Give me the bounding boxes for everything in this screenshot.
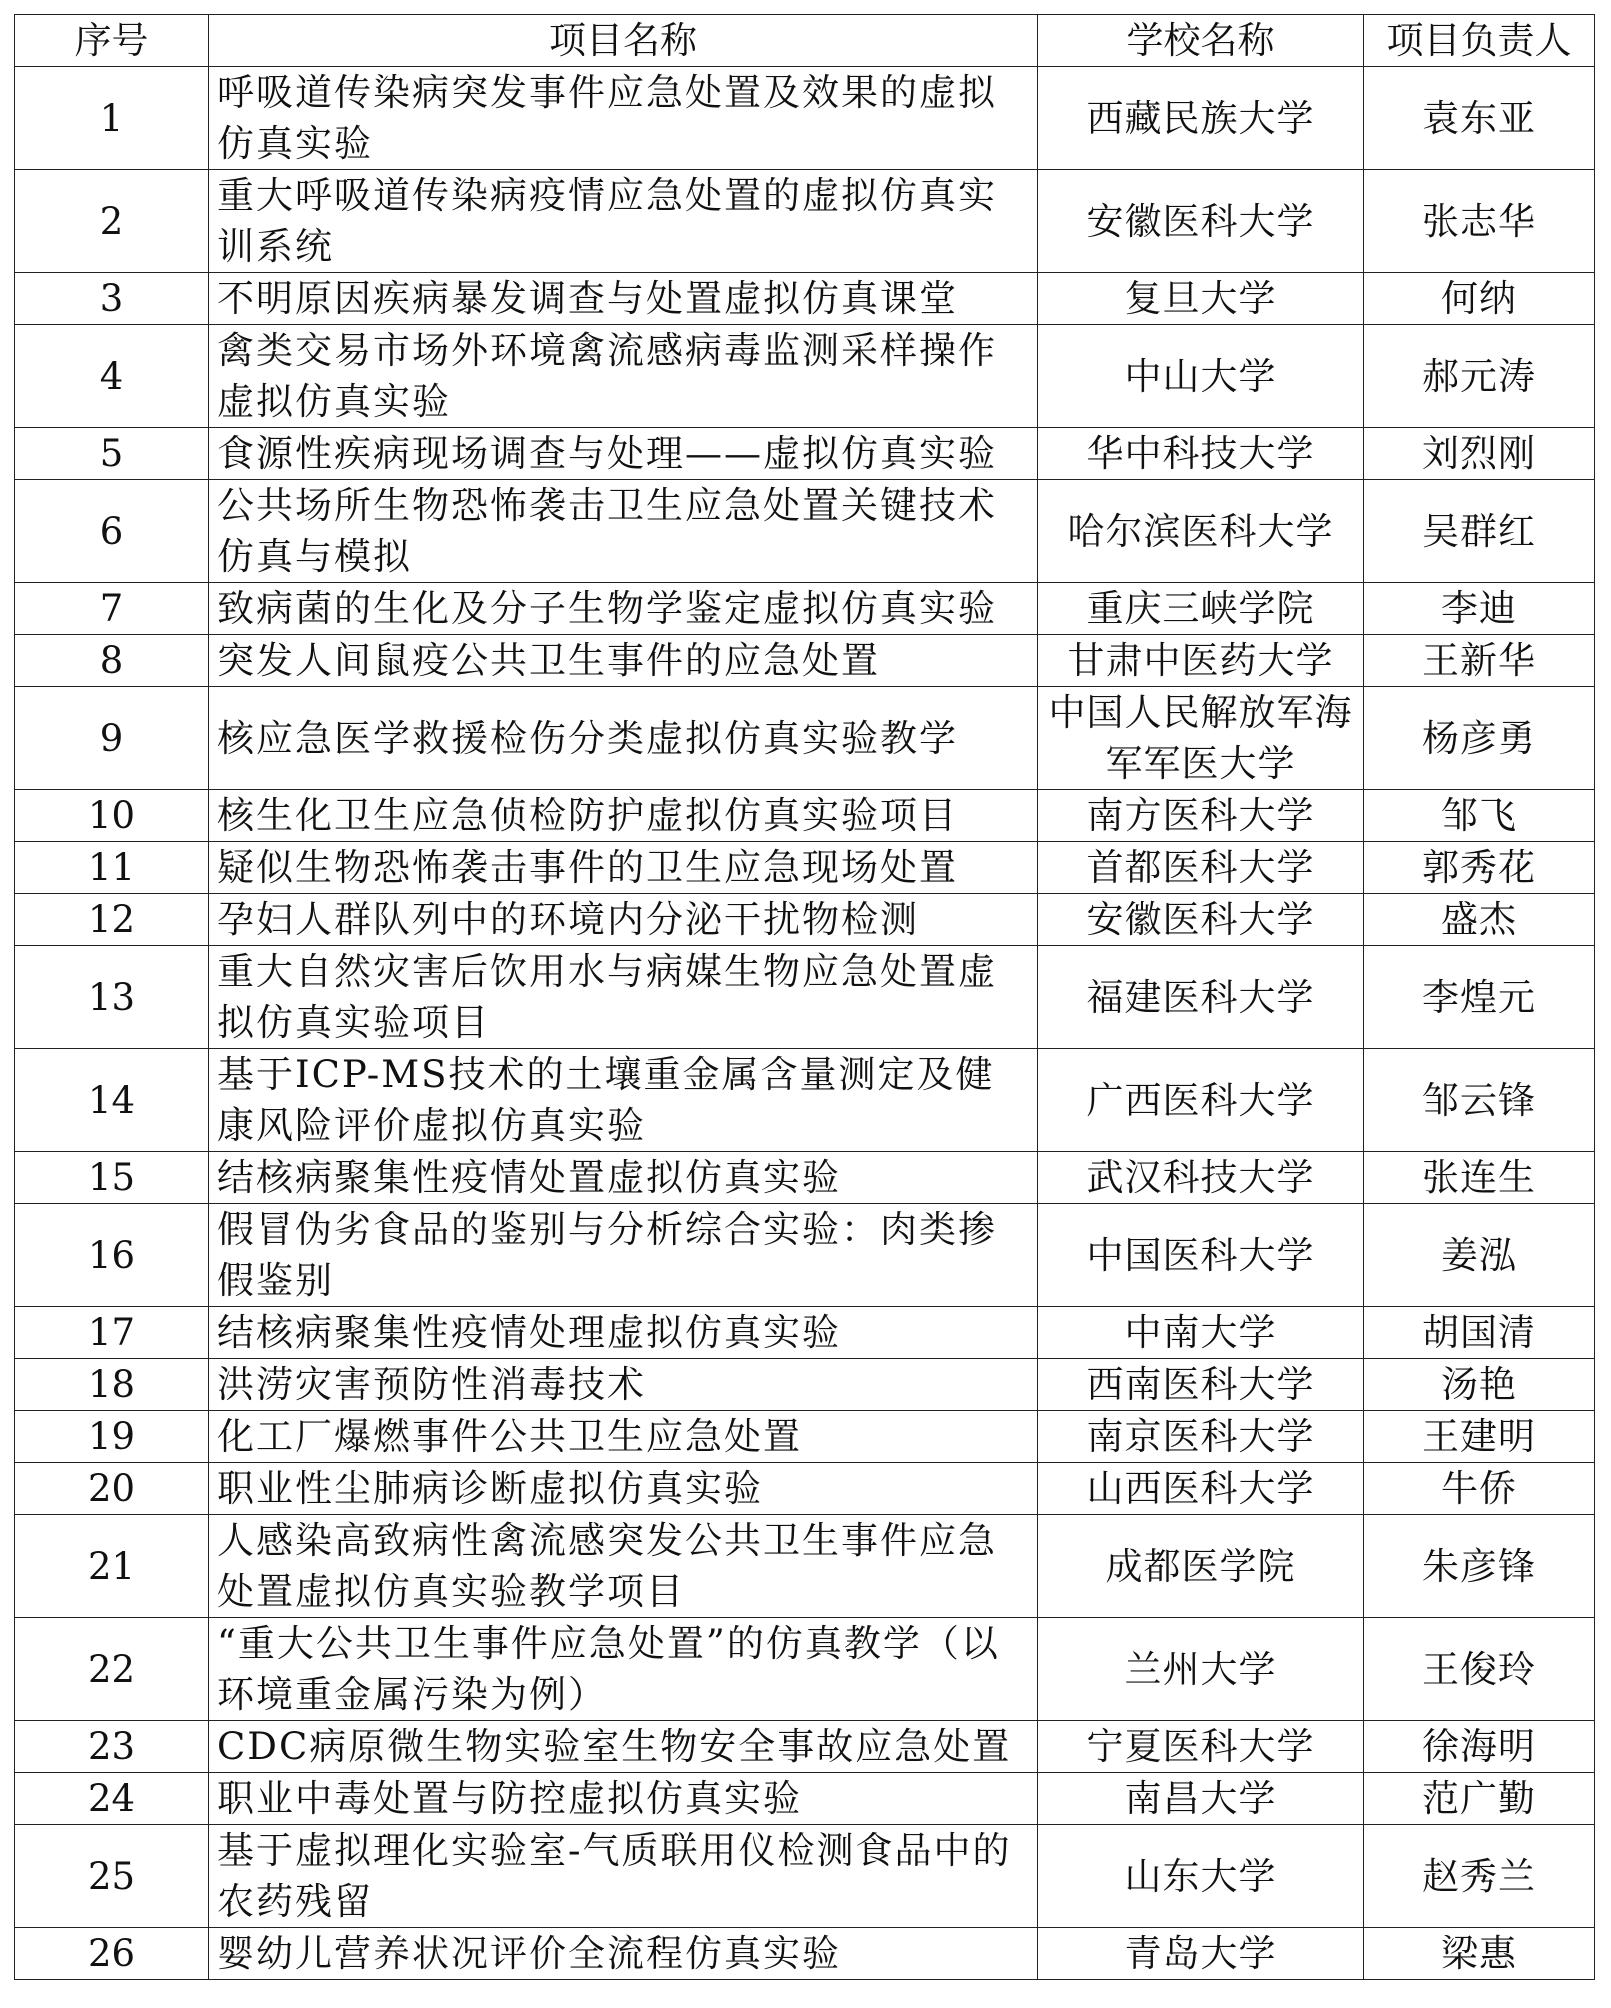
row-no: 15 <box>15 1152 209 1204</box>
row-project-name: 呼吸道传染病突发事件应急处置及效果的虚拟仿真实验 <box>209 67 1038 170</box>
row-leader: 王新华 <box>1364 635 1595 687</box>
row-leader: 何纳 <box>1364 273 1595 325</box>
row-leader: 范广勤 <box>1364 1773 1595 1825</box>
row-school: 重庆三峡学院 <box>1038 583 1364 635</box>
row-project-name: CDC病原微生物实验室生物安全事故应急处置 <box>209 1721 1038 1773</box>
row-school: 首都医科大学 <box>1038 842 1364 894</box>
row-school: 福建医科大学 <box>1038 946 1364 1049</box>
row-no: 7 <box>15 583 209 635</box>
header-leader: 项目负责人 <box>1364 15 1595 67</box>
row-no: 12 <box>15 894 209 946</box>
row-no: 26 <box>15 1928 209 1980</box>
row-no: 25 <box>15 1825 209 1928</box>
row-school: 南昌大学 <box>1038 1773 1364 1825</box>
table-row <box>15 1411 1595 1463</box>
row-no: 21 <box>15 1515 209 1618</box>
row-school: 山西医科大学 <box>1038 1463 1364 1515</box>
table-row <box>15 1618 1595 1721</box>
table-row <box>15 842 1595 894</box>
row-no: 5 <box>15 428 209 480</box>
row-school: 兰州大学 <box>1038 1618 1364 1721</box>
row-leader: 汤艳 <box>1364 1359 1595 1411</box>
row-project-name: 核应急医学救援检伤分类虚拟仿真实验教学 <box>209 687 1038 790</box>
row-leader: 邹云锋 <box>1364 1049 1595 1152</box>
row-project-name: 禽类交易市场外环境禽流感病毒监测采样操作虚拟仿真实验 <box>209 325 1038 428</box>
table-row <box>15 1515 1595 1618</box>
row-project-name: 疑似生物恐怖袭击事件的卫生应急现场处置 <box>209 842 1038 894</box>
row-project-name: 重大呼吸道传染病疫情应急处置的虚拟仿真实训系统 <box>209 170 1038 273</box>
row-project-name: 职业中毒处置与防控虚拟仿真实验 <box>209 1773 1038 1825</box>
row-project-name: 婴幼儿营养状况评价全流程仿真实验 <box>209 1928 1038 1980</box>
row-project-name: 结核病聚集性疫情处理虚拟仿真实验 <box>209 1307 1038 1359</box>
row-leader: 王建明 <box>1364 1411 1595 1463</box>
row-no: 18 <box>15 1359 209 1411</box>
table-row <box>15 946 1595 1049</box>
row-project-name: 基于虚拟理化实验室-气质联用仪检测食品中的农药残留 <box>209 1825 1038 1928</box>
table-row <box>15 170 1595 273</box>
table-row <box>15 1204 1595 1307</box>
row-no: 8 <box>15 635 209 687</box>
row-school: 武汉科技大学 <box>1038 1152 1364 1204</box>
row-school: 华中科技大学 <box>1038 428 1364 480</box>
row-leader: 杨彦勇 <box>1364 687 1595 790</box>
table-row <box>15 428 1595 480</box>
row-school: 中国医科大学 <box>1038 1204 1364 1307</box>
table-row <box>15 687 1595 790</box>
row-school: 复旦大学 <box>1038 273 1364 325</box>
row-leader: 张志华 <box>1364 170 1595 273</box>
row-project-name: 职业性尘肺病诊断虚拟仿真实验 <box>209 1463 1038 1515</box>
table-row <box>15 583 1595 635</box>
table-row <box>15 1928 1595 1980</box>
row-school: 西藏民族大学 <box>1038 67 1364 170</box>
row-project-name: 公共场所生物恐怖袭击卫生应急处置关键技术仿真与模拟 <box>209 480 1038 583</box>
table-row <box>15 67 1595 170</box>
row-project-name: 重大自然灾害后饮用水与病媒生物应急处置虚拟仿真实验项目 <box>209 946 1038 1049</box>
table-row <box>15 1825 1595 1928</box>
row-project-name: “重大公共卫生事件应急处置”的仿真教学（以环境重金属污染为例） <box>209 1618 1038 1721</box>
row-leader: 刘烈刚 <box>1364 428 1595 480</box>
row-no: 24 <box>15 1773 209 1825</box>
row-school: 南方医科大学 <box>1038 790 1364 842</box>
row-project-name: 不明原因疾病暴发调查与处置虚拟仿真课堂 <box>209 273 1038 325</box>
row-no: 3 <box>15 273 209 325</box>
row-project-name: 人感染高致病性禽流感突发公共卫生事件应急处置虚拟仿真实验教学项目 <box>209 1515 1038 1618</box>
row-no: 13 <box>15 946 209 1049</box>
table-row <box>15 1152 1595 1204</box>
row-leader: 王俊玲 <box>1364 1618 1595 1721</box>
row-leader: 牛侨 <box>1364 1463 1595 1515</box>
table-row <box>15 1307 1595 1359</box>
row-project-name: 孕妇人群队列中的环境内分泌干扰物检测 <box>209 894 1038 946</box>
row-leader: 朱彦锋 <box>1364 1515 1595 1618</box>
row-leader: 吴群红 <box>1364 480 1595 583</box>
row-leader: 郝元涛 <box>1364 325 1595 428</box>
header-school: 学校名称 <box>1038 15 1364 67</box>
row-leader: 梁惠 <box>1364 1928 1595 1980</box>
row-school: 成都医学院 <box>1038 1515 1364 1618</box>
table-row <box>15 1049 1595 1152</box>
row-leader: 张连生 <box>1364 1152 1595 1204</box>
header-name: 项目名称 <box>209 15 1038 67</box>
table-row <box>15 1773 1595 1825</box>
header-no: 序号 <box>15 15 209 67</box>
row-leader: 郭秀花 <box>1364 842 1595 894</box>
table-row <box>15 273 1595 325</box>
header-row <box>15 15 1595 67</box>
row-school: 广西医科大学 <box>1038 1049 1364 1152</box>
row-school: 山东大学 <box>1038 1825 1364 1928</box>
row-no: 4 <box>15 325 209 428</box>
row-no: 19 <box>15 1411 209 1463</box>
row-project-name: 突发人间鼠疫公共卫生事件的应急处置 <box>209 635 1038 687</box>
project-table <box>14 14 1595 1980</box>
row-leader: 赵秀兰 <box>1364 1825 1595 1928</box>
row-leader: 徐海明 <box>1364 1721 1595 1773</box>
row-no: 23 <box>15 1721 209 1773</box>
row-leader: 胡国清 <box>1364 1307 1595 1359</box>
row-leader: 邹飞 <box>1364 790 1595 842</box>
row-project-name: 假冒伪劣食品的鉴别与分析综合实验：肉类掺假鉴别 <box>209 1204 1038 1307</box>
row-project-name: 化工厂爆燃事件公共卫生应急处置 <box>209 1411 1038 1463</box>
row-no: 16 <box>15 1204 209 1307</box>
row-school: 安徽医科大学 <box>1038 170 1364 273</box>
row-no: 17 <box>15 1307 209 1359</box>
row-leader: 李煌元 <box>1364 946 1595 1049</box>
row-no: 9 <box>15 687 209 790</box>
row-leader: 袁东亚 <box>1364 67 1595 170</box>
row-school: 哈尔滨医科大学 <box>1038 480 1364 583</box>
table-row <box>15 480 1595 583</box>
row-leader: 盛杰 <box>1364 894 1595 946</box>
table-row <box>15 894 1595 946</box>
table-row <box>15 325 1595 428</box>
row-no: 1 <box>15 67 209 170</box>
row-school: 甘肃中医药大学 <box>1038 635 1364 687</box>
row-project-name: 致病菌的生化及分子生物学鉴定虚拟仿真实验 <box>209 583 1038 635</box>
table-row <box>15 635 1595 687</box>
table-row <box>15 1721 1595 1773</box>
row-school: 西南医科大学 <box>1038 1359 1364 1411</box>
row-project-name: 洪涝灾害预防性消毒技术 <box>209 1359 1038 1411</box>
row-no: 14 <box>15 1049 209 1152</box>
table-row <box>15 790 1595 842</box>
row-project-name: 食源性疾病现场调查与处理——虚拟仿真实验 <box>209 428 1038 480</box>
row-leader: 李迪 <box>1364 583 1595 635</box>
row-school: 中国人民解放军海军军医大学 <box>1038 687 1364 790</box>
row-school: 中山大学 <box>1038 325 1364 428</box>
row-school: 宁夏医科大学 <box>1038 1721 1364 1773</box>
row-school: 青岛大学 <box>1038 1928 1364 1980</box>
row-project-name: 基于ICP-MS技术的土壤重金属含量测定及健康风险评价虚拟仿真实验 <box>209 1049 1038 1152</box>
row-no: 11 <box>15 842 209 894</box>
row-project-name: 核生化卫生应急侦检防护虚拟仿真实验项目 <box>209 790 1038 842</box>
row-no: 22 <box>15 1618 209 1721</box>
table-row <box>15 1359 1595 1411</box>
row-no: 6 <box>15 480 209 583</box>
table-row <box>15 1463 1595 1515</box>
row-no: 10 <box>15 790 209 842</box>
row-school: 安徽医科大学 <box>1038 894 1364 946</box>
row-no: 2 <box>15 170 209 273</box>
row-leader: 姜泓 <box>1364 1204 1595 1307</box>
row-school: 中南大学 <box>1038 1307 1364 1359</box>
row-school: 南京医科大学 <box>1038 1411 1364 1463</box>
row-no: 20 <box>15 1463 209 1515</box>
row-project-name: 结核病聚集性疫情处置虚拟仿真实验 <box>209 1152 1038 1204</box>
